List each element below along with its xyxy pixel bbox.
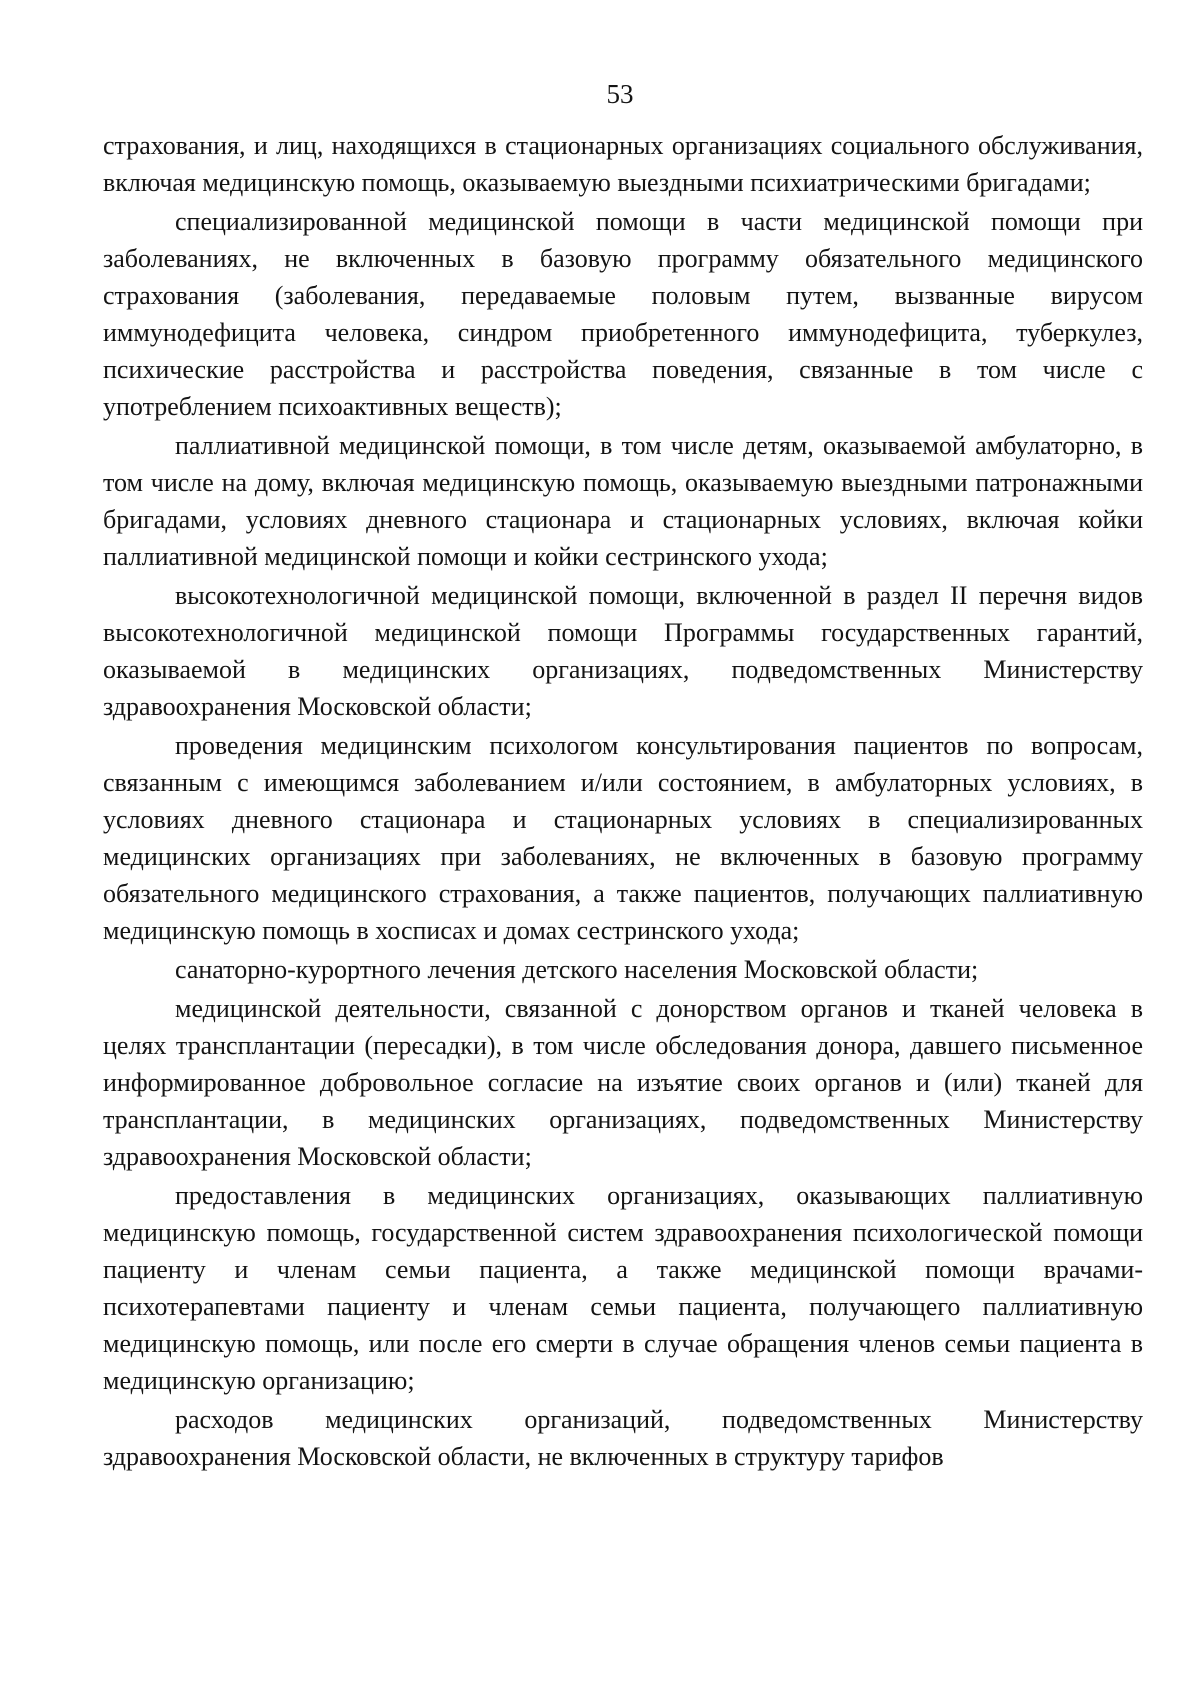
page-number: 53 xyxy=(606,79,634,109)
paragraph: медицинской деятельности, связанной с донорством органов и тканей человека в целях трансплантации (пересадки), в том числе обследования донора, давшего письменное информированное добровольное согласие на изъятие своих органов и (или) тканей для трансплантации, в медицинских организациях, подведомственных Министерству здравоохранения Московской области; xyxy=(103,994,1143,1171)
paragraph: страхования, и лиц, находящихся в стационарных организациях социального обслуживания, включая медицинскую помощь, оказываемую выездными психиатрическими бригадами; xyxy=(103,131,1143,197)
paragraph: расходов медицинских организаций, подведомственных Министерству здравоохранения Московской области, не включенных в структуру тарифов xyxy=(103,1405,1143,1471)
paragraph: проведения медицинским психологом консультирования пациентов по вопросам, связанным с имеющимся заболеванием и/или состоянием, в амбулаторных условиях, в условиях дневного стационара и стационарных условиях в специализированных медицинских организациях при заболеваниях, не включенных в базовую программу обязательного медицинского страхования, а также пациентов, получающих паллиативную медицинскую помощь в хосписах и домах сестринского ухода; xyxy=(103,731,1143,945)
body-text xyxy=(103,127,1143,1477)
paragraph: санаторно-курортного лечения детского населения Московской области; xyxy=(175,955,979,984)
paragraph: паллиативной медицинской помощи, в том числе детям, оказываемой амбулаторно, в том числе на дому, включая медицинскую помощь, оказываемую выездными патронажными бригадами, условиях дневного стационара и стационарных условиях, включая койки паллиативной медицинской помощи и койки сестринского ухода; xyxy=(103,431,1143,571)
paragraph: специализированной медицинской помощи в части медицинской помощи при заболеваниях, не включенных в базовую программу обязательного медицинского страхования (заболевания, передаваемые половым путем, вызванные вирусом иммунодефицита человека, синдром приобретенного иммунодефицита, туберкулез, психические расстройства и расстройства поведения, связанные в том числе с употреблением психоактивных веществ); xyxy=(103,207,1143,421)
paragraph: высокотехнологичной медицинской помощи, включенной в раздел II перечня видов высокотехнологичной медицинской помощи Программы государственных гарантий, оказываемой в медицинских организациях, подведомственных Министерству здравоохранения Московской области; xyxy=(103,581,1143,721)
paragraph: предоставления в медицинских организациях, оказывающих паллиативную медицинскую помощь, государственной систем здравоохранения психологической помощи пациенту и членам семьи пациента, а также медицинской помощи врачами-психотерапевтами пациенту и членам семьи пациента, получающего паллиативную медицинскую помощь, или после его смерти в случае обращения членов семьи пациента в медицинскую организацию; xyxy=(103,1181,1143,1395)
